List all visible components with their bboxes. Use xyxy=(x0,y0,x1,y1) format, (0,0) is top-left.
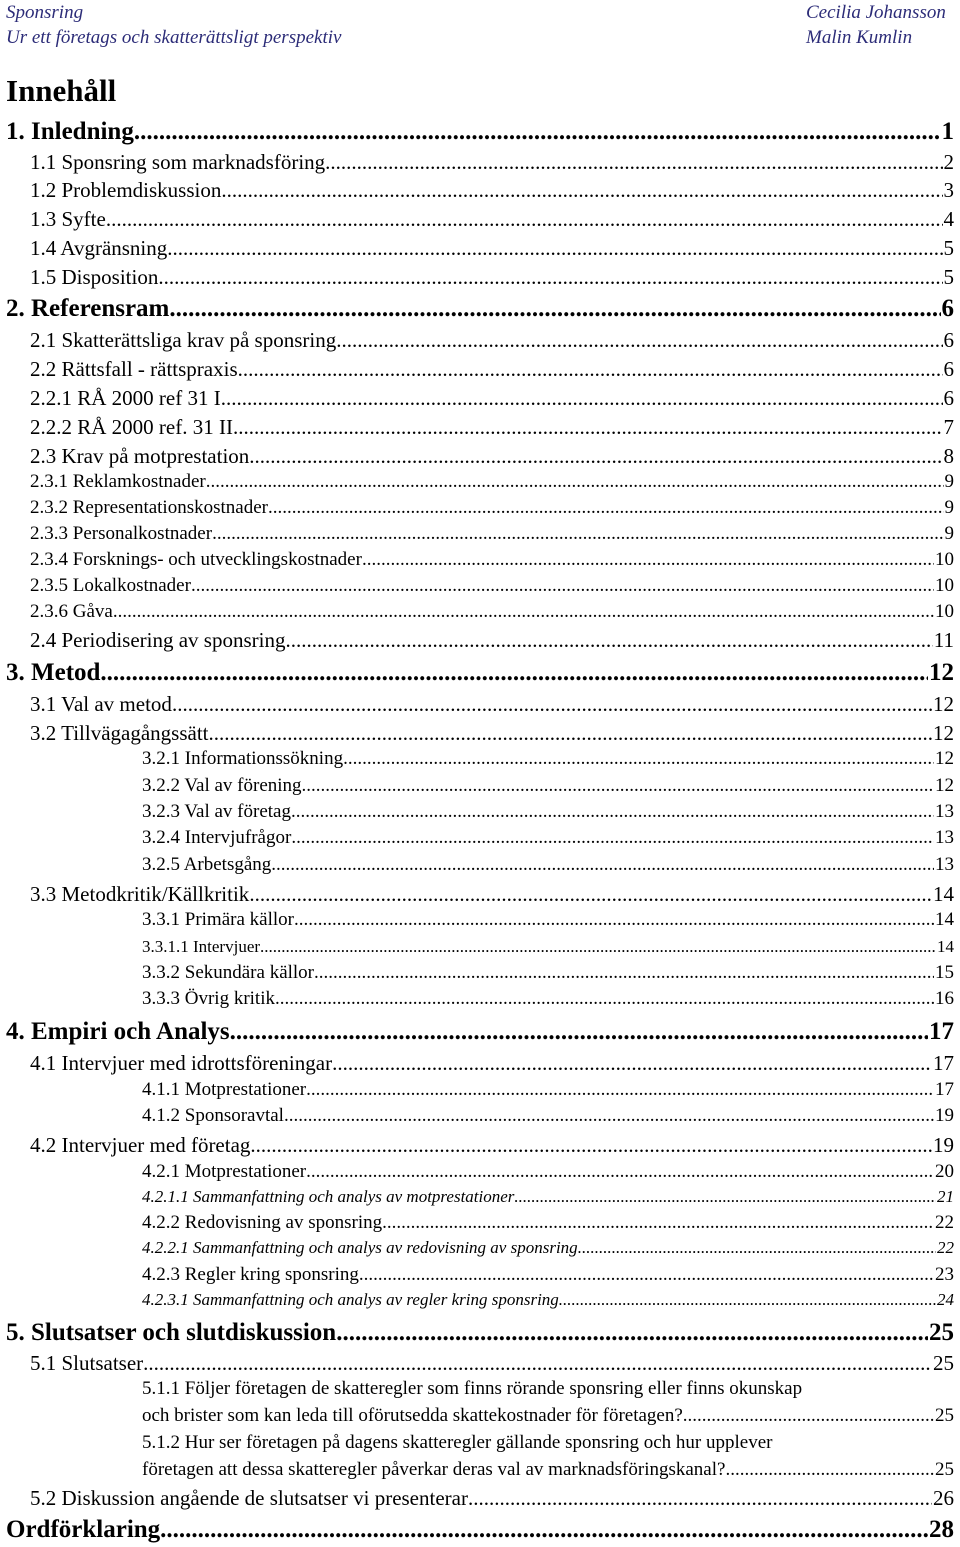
toc-leader-dots xyxy=(249,880,932,908)
toc-leader-dots xyxy=(106,205,943,233)
toc-entry[interactable] xyxy=(30,521,954,547)
toc-page-number: 14 xyxy=(935,909,954,930)
toc-entry-text: 2.3.1 Reklamkostnader xyxy=(30,471,206,492)
toc-leader-dots xyxy=(169,293,940,325)
toc-leader-dots xyxy=(206,469,944,495)
toc-heading: Innehåll xyxy=(6,73,117,108)
toc-leader-dots xyxy=(275,986,934,1012)
toc-entry[interactable] xyxy=(30,880,954,908)
toc-leader-dots xyxy=(343,746,934,772)
toc-entry-text: 4. Empiri och Analys xyxy=(6,1018,230,1045)
toc-entry-text: 3.2 Tillvägagångssätt xyxy=(30,721,209,745)
header-subtitle: Ur ett företags och skatterättsligt perspektiv xyxy=(6,27,342,48)
toc-page-number: 13 xyxy=(935,801,954,822)
toc-leader-dots xyxy=(238,355,943,383)
toc-page-number: 15 xyxy=(935,962,954,983)
toc-entry-text: 2.1 Skatterättsliga krav på sponsring xyxy=(30,328,337,352)
toc-entry-text: 4.2 Intervjuer med företag xyxy=(30,1133,251,1157)
toc-page-number: 10 xyxy=(935,549,954,570)
toc-entry-text: 3.2.3 Val av företag xyxy=(142,801,291,822)
toc-entry[interactable] xyxy=(142,1103,954,1129)
toc-page-number: 5 xyxy=(943,265,954,289)
toc-entry-text-cont: företagen att dessa skatteregler påverkar deras val av marknadsföringskanal? xyxy=(142,1459,726,1480)
toc-entry[interactable] xyxy=(6,293,954,325)
toc-page-number: 19 xyxy=(933,1133,954,1157)
header-author-2: Malin Kumlin xyxy=(806,27,913,48)
toc-leader-dots xyxy=(172,690,932,718)
toc-entry-text: 1.5 Disposition xyxy=(30,265,159,289)
toc-page-number: 19 xyxy=(935,1105,954,1126)
toc-page-number: 23 xyxy=(935,1264,954,1285)
toc-leader-dots xyxy=(514,1185,936,1209)
toc-page-number: 26 xyxy=(933,1486,954,1510)
toc-leader-dots xyxy=(191,573,934,599)
toc-entry-continuation xyxy=(142,1456,954,1483)
toc-page-number: 14 xyxy=(933,882,954,906)
toc-entry[interactable] xyxy=(142,1429,954,1483)
toc-entry-text: 5.1.1 Följer företagen de skatteregler som finns rörande sponsring eller finns okunskap xyxy=(142,1378,803,1399)
toc-entry-text: 2.4 Periodisering av sponsring xyxy=(30,628,286,652)
toc-entry-text: 4.2.1 Motprestationer xyxy=(142,1161,307,1182)
toc-leader-dots xyxy=(221,176,942,204)
toc-page-number: 21 xyxy=(937,1187,954,1206)
toc-entry-text: 1.1 Sponsring som marknadsföring xyxy=(30,150,326,174)
toc-entry-text: 2.3 Krav på motprestation xyxy=(30,444,250,468)
toc-page-number: 10 xyxy=(935,601,954,622)
toc-entry[interactable] xyxy=(30,205,954,233)
toc-entry-text: 2.3.2 Representationskostnader xyxy=(30,497,268,518)
toc-page-number: 2 xyxy=(943,150,954,174)
toc-leader-dots xyxy=(291,825,934,851)
toc-page-number: 12 xyxy=(929,659,954,686)
toc-page-number: 16 xyxy=(935,988,954,1009)
toc-entry[interactable] xyxy=(142,1288,954,1312)
toc-leader-dots xyxy=(260,935,936,959)
toc-entry-text: 3.3.3 Övrig kritik xyxy=(142,988,275,1009)
toc-page-number: 25 xyxy=(935,1459,954,1480)
toc-leader-dots xyxy=(134,116,941,148)
toc-entry[interactable] xyxy=(142,960,954,986)
header-title: Sponsring xyxy=(6,2,84,23)
toc-entry[interactable] xyxy=(30,263,954,291)
toc-leader-dots xyxy=(113,599,934,625)
toc-page-number: 17 xyxy=(929,1018,954,1045)
toc-entry[interactable] xyxy=(30,1349,954,1377)
toc-leader-dots xyxy=(306,1077,934,1103)
toc-leader-dots xyxy=(268,495,944,521)
toc-entry-text: 3.3.1.1 Intervjuer xyxy=(142,937,261,956)
toc-entry[interactable] xyxy=(30,719,954,747)
toc-leader-dots xyxy=(336,326,942,354)
toc-entry[interactable] xyxy=(142,1185,954,1209)
toc-entry[interactable] xyxy=(6,1317,954,1349)
toc-leader-dots xyxy=(158,263,942,291)
toc-entry[interactable] xyxy=(30,626,954,654)
toc-page-number: 22 xyxy=(937,1238,954,1257)
toc-entry-text: 3.3.2 Sekundära källor xyxy=(142,962,315,983)
toc-entry-text: 2.3.4 Forsknings- och utvecklingskostnader xyxy=(30,549,362,570)
toc-entry[interactable] xyxy=(30,1049,954,1077)
toc-entry-continuation xyxy=(142,1402,954,1429)
toc-page-number: 4 xyxy=(943,207,954,231)
toc-leader-dots xyxy=(332,1049,932,1077)
header-author-1: Cecilia Johansson xyxy=(806,2,946,23)
toc-entry[interactable] xyxy=(30,1131,954,1159)
toc-page-number: 6 xyxy=(943,386,954,410)
toc-page-number: 12 xyxy=(933,692,954,716)
toc-leader-dots xyxy=(212,521,943,547)
toc-entry[interactable] xyxy=(142,746,954,772)
toc-leader-dots xyxy=(226,384,943,412)
toc-entry[interactable] xyxy=(6,1016,954,1048)
toc-leader-dots xyxy=(559,1288,936,1312)
toc-entry[interactable] xyxy=(30,599,954,625)
toc-leader-dots xyxy=(325,148,942,176)
toc-entry-text: 4.1 Intervjuer med idrottsföreningar xyxy=(30,1051,333,1075)
toc-leader-dots xyxy=(284,1103,934,1129)
toc-entry-text: 3.2.4 Intervjufrågor xyxy=(142,827,292,848)
toc-page-number: 9 xyxy=(944,523,954,544)
toc-leader-dots xyxy=(336,1317,928,1349)
toc-entry[interactable] xyxy=(30,176,954,204)
toc-entry-text: 3.1 Val av metod xyxy=(30,692,172,716)
toc-leader-dots xyxy=(306,1159,934,1185)
toc-page-number: 10 xyxy=(935,575,954,596)
toc-leader-dots xyxy=(100,657,928,689)
toc-page-number: 20 xyxy=(935,1161,954,1182)
toc-entry-text: 3.3 Metodkritik/Källkritik xyxy=(30,882,250,906)
toc-leader-dots xyxy=(285,626,932,654)
toc-entry-text: 2.3.6 Gåva xyxy=(30,601,113,622)
toc-entry-text: 5.1 Slutsatser xyxy=(30,1351,144,1375)
toc-entry[interactable] xyxy=(142,1159,954,1185)
toc-entry[interactable] xyxy=(142,1236,954,1260)
toc-entry[interactable] xyxy=(142,852,954,878)
toc-entry[interactable] xyxy=(30,442,954,470)
toc-entry-text: 4.2.1.1 Sammanfattning och analys av motprestationer xyxy=(142,1187,515,1206)
toc-entry[interactable] xyxy=(142,1077,954,1103)
toc-entry-text: 5.2 Diskussion angående de slutsatser vi presenterar xyxy=(30,1486,468,1510)
running-header-left xyxy=(6,0,341,50)
toc-entry[interactable] xyxy=(30,355,954,383)
toc-leader-dots xyxy=(209,719,932,747)
toc-page-number: 9 xyxy=(944,471,954,492)
toc-entry[interactable] xyxy=(30,413,954,441)
toc-entry[interactable] xyxy=(6,116,954,148)
toc-entry[interactable] xyxy=(142,1375,954,1429)
toc-page-number: 7 xyxy=(943,415,954,439)
toc-leader-dots xyxy=(468,1484,932,1512)
toc-leader-dots xyxy=(291,799,934,825)
toc-leader-dots xyxy=(249,442,942,470)
toc-page-number: 17 xyxy=(935,1079,954,1100)
toc-entry[interactable] xyxy=(30,573,954,599)
toc-entry[interactable] xyxy=(142,935,954,959)
toc-page-number: 3 xyxy=(943,178,954,202)
toc-entry[interactable] xyxy=(6,657,954,689)
toc-entry-text: 3.2.1 Informationssökning xyxy=(142,748,344,769)
toc-entry[interactable] xyxy=(30,469,954,495)
toc-page-number: 1 xyxy=(941,118,954,145)
toc-entry[interactable] xyxy=(6,1514,954,1546)
toc-entry-text: 2.2.1 RÅ 2000 ref 31 I. xyxy=(30,386,226,410)
toc-entry-text: 3.3.1 Primära källor xyxy=(142,909,294,930)
toc-page-number: 25 xyxy=(935,1405,954,1426)
toc-page-number: 28 xyxy=(929,1516,954,1543)
toc-page-number: 17 xyxy=(933,1051,954,1075)
toc-page-number: 6 xyxy=(943,328,954,352)
toc-entry[interactable] xyxy=(142,799,954,825)
toc-leader-dots xyxy=(362,547,934,573)
toc-page-number: 6 xyxy=(943,357,954,381)
toc-entry-text: 4.2.2.1 Sammanfattning och analys av redovisning av sponsring xyxy=(142,1238,578,1257)
toc-entry-text: 1.3 Syfte xyxy=(30,207,106,231)
toc-entry[interactable] xyxy=(30,495,954,521)
toc-entry-text: 1.2 Problemdiskussion xyxy=(30,178,222,202)
toc-leader-dots xyxy=(230,1016,928,1048)
toc-entry-text-cont: och brister som kan leda till oförutsedda skattekostnader för företagen? xyxy=(142,1405,683,1426)
toc-entry[interactable] xyxy=(30,1484,954,1512)
toc-entry[interactable] xyxy=(142,825,954,851)
toc-entry[interactable] xyxy=(30,234,954,262)
toc-entry[interactable] xyxy=(30,690,954,718)
toc-entry-text: 4.2.3 Regler kring sponsring xyxy=(142,1264,359,1285)
toc-entry-text: 3.2.5 Arbetsgång xyxy=(142,854,272,875)
toc-entry[interactable] xyxy=(142,773,954,799)
toc-entry[interactable] xyxy=(30,547,954,573)
toc-leader-dots xyxy=(167,234,942,262)
toc-page-number: 9 xyxy=(944,497,954,518)
toc-page-number: 12 xyxy=(933,721,954,745)
toc-entry[interactable] xyxy=(142,1262,954,1288)
toc-page-number: 24 xyxy=(937,1290,954,1309)
running-header-right xyxy=(806,0,946,50)
toc-entry[interactable] xyxy=(142,1210,954,1236)
toc-entry[interactable] xyxy=(30,384,954,412)
toc-entry-text: 4.1.1 Motprestationer xyxy=(142,1079,307,1100)
toc-entry-text: 2.3.5 Lokalkostnader xyxy=(30,575,191,596)
toc-page-number: 13 xyxy=(935,827,954,848)
toc-page-number: 5 xyxy=(943,236,954,260)
toc-entry-text: 3.2.2 Val av förening xyxy=(142,775,302,796)
toc-entry-text: 1.4 Avgränsning xyxy=(30,236,168,260)
toc-entry-text: 3. Metod xyxy=(6,659,101,686)
toc-entry-text: 4.1.2 Sponsoravtal xyxy=(142,1105,284,1126)
toc-entry[interactable] xyxy=(142,907,954,933)
toc-leader-dots xyxy=(271,852,934,878)
toc-entry[interactable] xyxy=(142,986,954,1012)
toc-leader-dots xyxy=(725,1456,934,1483)
toc-entry-text: 2.2 Rättsfall - rättspraxis xyxy=(30,357,238,381)
toc-entry[interactable] xyxy=(30,326,954,354)
toc-leader-dots xyxy=(160,1514,928,1546)
toc-leader-dots xyxy=(302,773,934,799)
toc-page-number: 12 xyxy=(935,775,954,796)
toc-entry-text: 4.2.3.1 Sammanfattning och analys av regler kring sponsring xyxy=(142,1290,559,1309)
toc-leader-dots xyxy=(294,907,934,933)
toc-entry-text: 5. Slutsatser och slutdiskussion xyxy=(6,1319,337,1346)
toc-leader-dots xyxy=(233,413,943,441)
toc-entry-text: 5.1.2 Hur ser företagen på dagens skatteregler gällande sponsring och hur upplever xyxy=(142,1432,773,1453)
toc-entry-text: 2.2.2 RÅ 2000 ref. 31 II xyxy=(30,415,233,439)
toc-leader-dots xyxy=(143,1349,932,1377)
toc-page-number: 25 xyxy=(929,1319,954,1346)
toc-page-number: 25 xyxy=(933,1351,954,1375)
toc-entry[interactable] xyxy=(30,148,954,176)
toc-page-number: 8 xyxy=(943,444,954,468)
toc-entry-text: 2.3.3 Personalkostnader xyxy=(30,523,213,544)
toc-leader-dots xyxy=(578,1236,936,1260)
toc-page-number: 11 xyxy=(933,628,954,652)
toc-page-number: 12 xyxy=(935,748,954,769)
toc-entry-text: 2. Referensram xyxy=(6,295,170,322)
toc-leader-dots xyxy=(314,960,934,986)
toc-leader-dots xyxy=(250,1131,932,1159)
toc-leader-dots xyxy=(382,1210,934,1236)
toc-leader-dots xyxy=(683,1402,934,1429)
toc-leader-dots xyxy=(359,1262,934,1288)
toc-page-number: 14 xyxy=(937,937,954,956)
toc-entry-text: 4.2.2 Redovisning av sponsring xyxy=(142,1212,383,1233)
toc-page-number: 22 xyxy=(935,1212,954,1233)
toc-page-number: 6 xyxy=(941,295,954,322)
toc-entry-text: 1. Inledning xyxy=(6,118,134,145)
toc-page-number: 13 xyxy=(935,854,954,875)
toc-entry-text: Ordförklaring xyxy=(6,1516,161,1543)
